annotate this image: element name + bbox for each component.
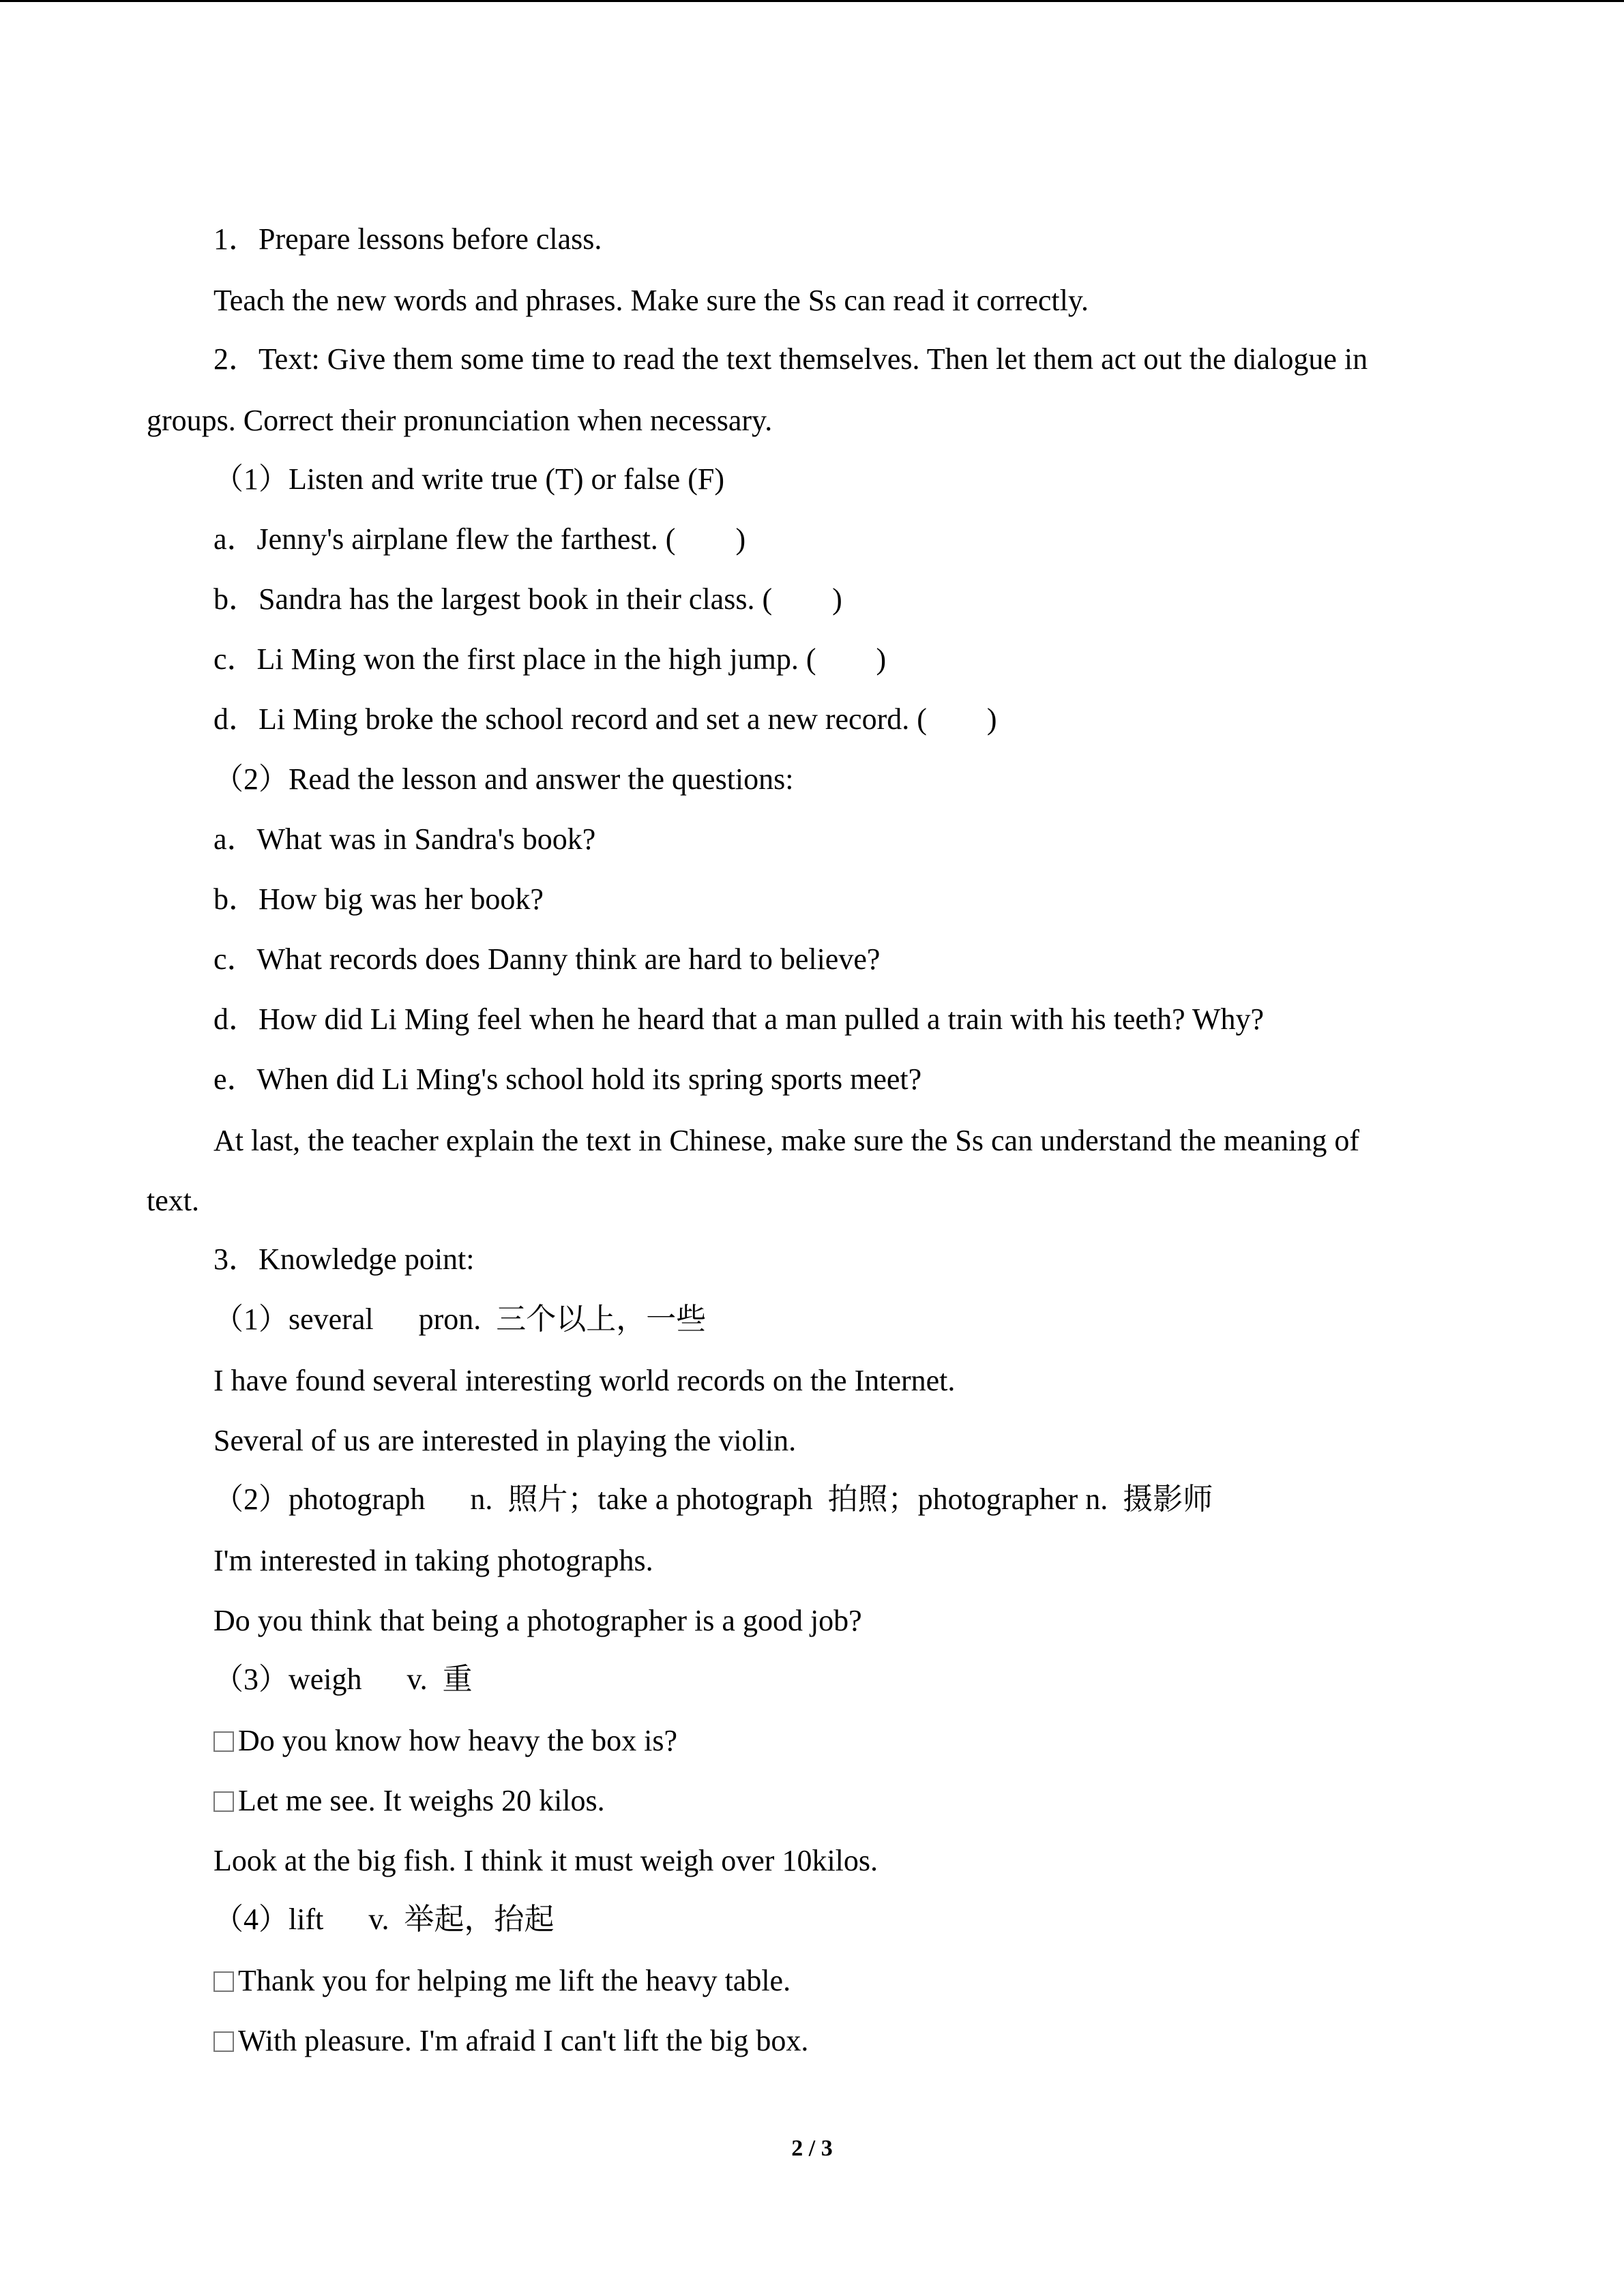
dialogue-lift-2	[213, 2021, 808, 2061]
question-d: d．How did Li Ming feel when he heard that a man pulled a train with his teeth? Why?	[213, 1002, 1264, 1036]
true-false-item-b: b．Sandra has the largest book in their class. ( )	[213, 582, 842, 616]
vocab-several: （1）several pron. 三个以上，一些	[213, 1302, 707, 1336]
step-2-heading: 2．Text: Give them some time to read the text themselves. Then let them act out the dialogue in	[213, 342, 1368, 376]
dialogue-lift-1	[213, 1960, 791, 2001]
bullet-box-icon	[213, 2031, 234, 2052]
vocab-lift: （4）lift v. 举起，抬起	[213, 1903, 555, 1936]
dialogue-text: Let me see. It weighs 20 kilos.	[238, 1784, 605, 1817]
bullet-box-icon	[213, 1971, 234, 1992]
step-3-heading: 3．Knowledge point:	[213, 1242, 475, 1276]
paragraph-teach-words: Teach the new words and phrases. Make sure the Ss can read it correctly.	[213, 284, 1089, 317]
example-several-1: I have found several interesting world records on the Internet.	[213, 1364, 956, 1397]
dialogue-weigh-1	[213, 1720, 677, 1761]
bullet-box-icon	[213, 1791, 234, 1812]
example-photograph-1: I'm interested in taking photographs.	[213, 1544, 653, 1577]
step-2-continuation: groups. Correct their pronunciation when necessary.	[147, 404, 773, 437]
task-1-heading: （1）Listen and write true (T) or false (F)	[213, 462, 724, 496]
dialogue-text: Thank you for helping me lift the heavy table.	[238, 1964, 791, 1997]
true-false-item-a: a．Jenny's airplane flew the farthest. ( )	[213, 522, 746, 556]
question-e: e．When did Li Ming's school hold its spring sports meet?	[213, 1062, 922, 1096]
task-2-heading: （2）Read the lesson and answer the questions:	[213, 762, 794, 796]
example-photograph-2: Do you think that being a photographer is a good job?	[213, 1604, 862, 1637]
true-false-item-c: c．Li Ming won the first place in the high jump. ( )	[213, 642, 887, 676]
vocab-photograph: （2）photograph n. 照片；take a photograph 拍照；photographer n. 摄影师	[213, 1482, 1213, 1516]
dialogue-text: Do you know how heavy the box is?	[238, 1724, 678, 1757]
example-several-2: Several of us are interested in playing the violin.	[213, 1424, 797, 1457]
dialogue-weigh-2	[213, 1780, 605, 1821]
bullet-box-icon	[213, 1731, 234, 1752]
question-a: a．What was in Sandra's book?	[213, 822, 596, 856]
true-false-item-d: d．Li Ming broke the school record and set a new record. ( )	[213, 702, 997, 736]
step-1-heading: 1．Prepare lessons before class.	[213, 222, 602, 256]
question-c: c．What records does Danny think are hard to believe?	[213, 942, 881, 976]
example-weigh: Look at the big fish. I think it must weigh over 10kilos.	[213, 1844, 879, 1877]
dialogue-text: With pleasure. I'm afraid I can't lift the big box.	[238, 2024, 809, 2057]
question-b: b．How big was her book?	[213, 882, 544, 916]
page-number: 2 / 3	[791, 2136, 833, 2161]
vocab-weigh: （3）weigh v. 重	[213, 1663, 473, 1696]
paragraph-explain-text: At last, the teacher explain the text in Chinese, make sure the Ss can understand the meaning of	[213, 1124, 1360, 1157]
paragraph-explain-continuation: text.	[147, 1184, 199, 1217]
